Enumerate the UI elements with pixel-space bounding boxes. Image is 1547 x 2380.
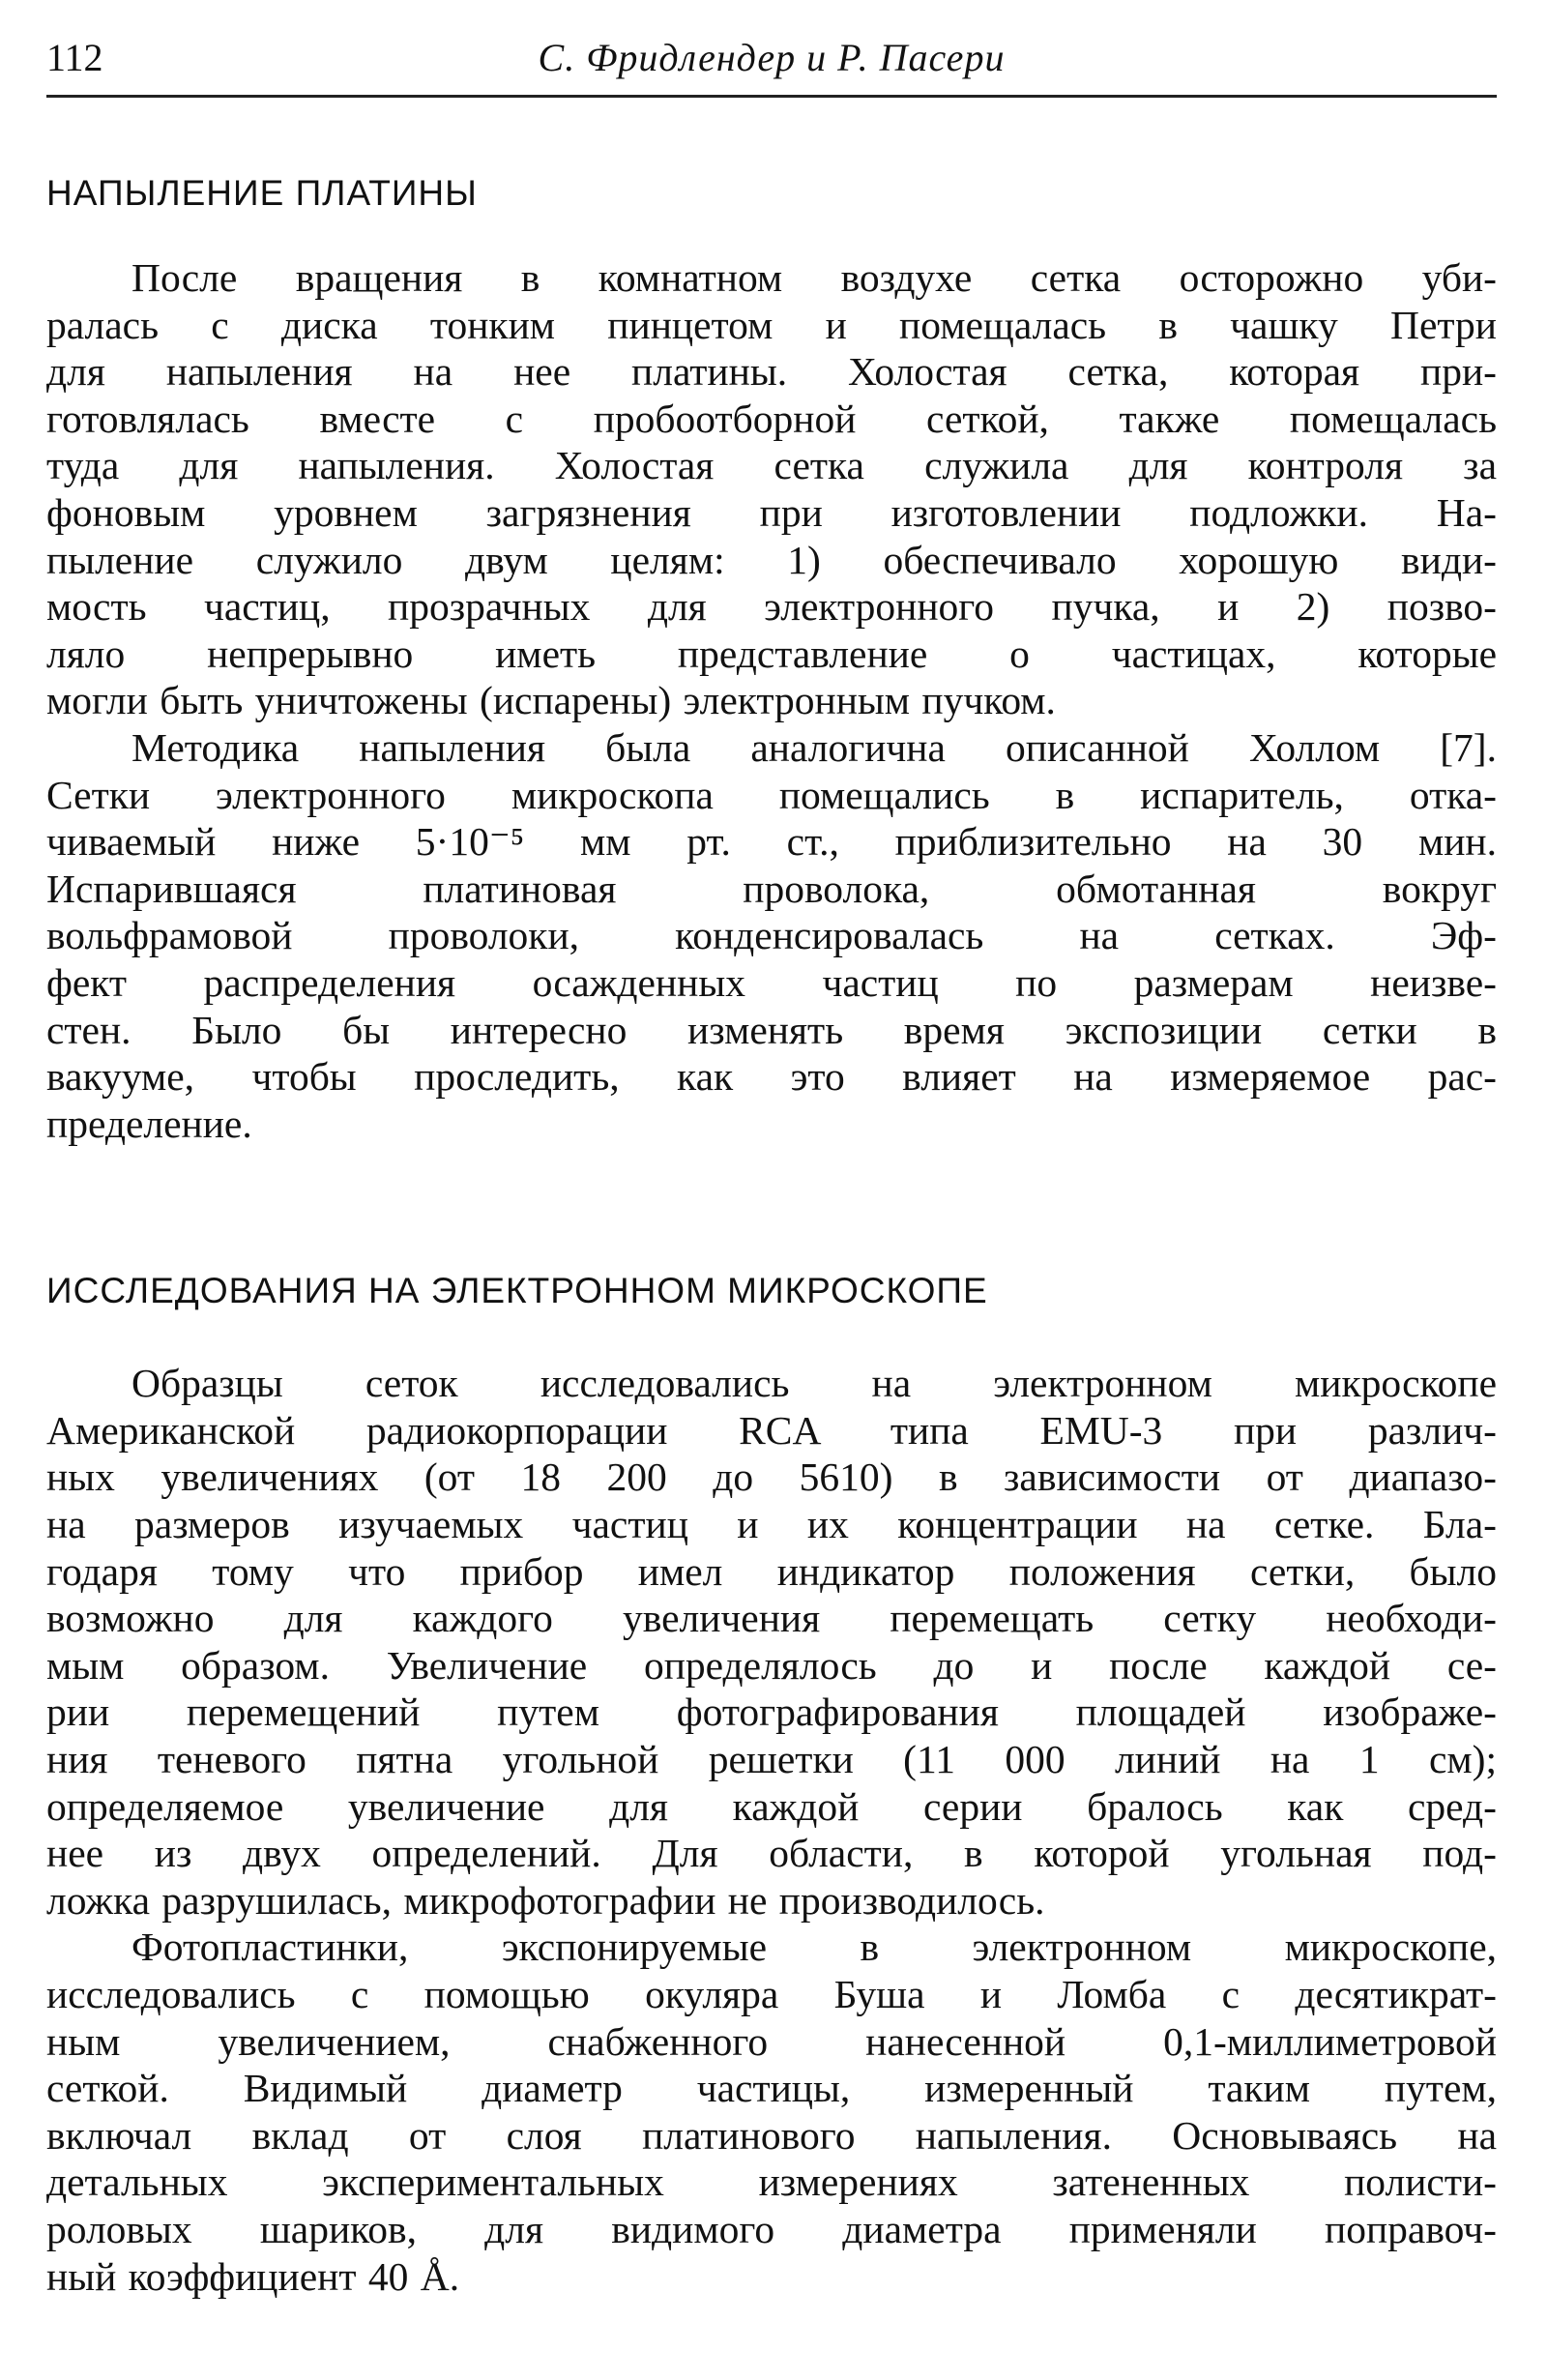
text-line: пыление служило двум целям: 1) обеспечивало хорошую види- [46, 537, 1497, 582]
text-line: рии перемещений путем фотографирования площадей изображе- [46, 1690, 1497, 1735]
text-line: пределение. [46, 1101, 252, 1146]
text-line: возможно для каждого увеличения перемещать сетку необходи- [46, 1596, 1497, 1641]
text-line: ный коэффициент 40 Å. [46, 2253, 460, 2299]
text-line: нее из двух определений. Для области, в которой угольная под- [46, 1831, 1497, 1876]
running-head [46, 29, 1497, 87]
paragraph [46, 1360, 1497, 1924]
text-line: ным увеличением, снабженного нанесенной 0,1-миллиметровой [46, 2018, 1497, 2064]
text-line: стен. Было бы интересно изменять время экспозиции сетки в [46, 1007, 1497, 1052]
paragraph [46, 724, 1497, 1147]
running-title: С. Фридлендер и Р. Пасери [538, 36, 1006, 79]
text-line: мым образом. Увеличение определялось до и после каждой се- [46, 1642, 1497, 1688]
text-line: мость частиц, прозрачных для электронного пучка, и 2) позво- [46, 584, 1497, 630]
text-line: ралась с диска тонким пинцетом и помещалась в чашку Петри [46, 302, 1497, 347]
text-line: ложка разрушилась, микрофотографии не производилось. [46, 1877, 1045, 1923]
text-line: для напыления на нее платины. Холостая сетка, которая при- [46, 349, 1497, 395]
text-line: включал вклад от слоя платинового напыления. Основываясь на [46, 2112, 1497, 2158]
paragraph [46, 1924, 1497, 2300]
text-line: фоновым уровнем загрязнения при изготовлении подложки. На- [46, 489, 1497, 535]
text-line: вольфрамовой проволоки, конденсировалась на сетках. Эф- [46, 913, 1497, 958]
text-line: Образцы сеток исследовались на электронном микроскопе [131, 1361, 1497, 1406]
text-line: ляло непрерывно иметь представление о частицах, которые [46, 631, 1497, 676]
text-line: исследовались с помощью окуляра Буша и Ломба с десятикрат- [46, 1972, 1497, 2016]
text-line: После вращения в комнатном воздухе сетка осторожно уби- [131, 255, 1497, 300]
text-line: вакууме, чтобы проследить, как это влияет на измеряемое рас- [46, 1054, 1497, 1100]
text-line: Американской радиокорпорации RCA типа EMU-3 при различ- [46, 1407, 1497, 1453]
text-line: Сетки электронного микроскопа помещались в испаритель, отка- [46, 772, 1497, 817]
book-page [46, 29, 1497, 2300]
text-line: готовлялась вместе с пробоотборной сеткой, также помещалась [46, 396, 1497, 441]
text-line: туда для напыления. Холостая сетка служила для контроля за [46, 443, 1497, 488]
text-line: ных увеличениях (от 18 200 до 5610) в зависимости от диапазо- [46, 1454, 1497, 1500]
text-line: на размеров изучаемых частиц и их концентрации на сетке. Бла- [46, 1502, 1497, 1547]
text-line: Испарившаяся платиновая проволока, обмотанная вокруг [46, 866, 1497, 911]
text-line: ния теневого пятна угольной решетки (11 000 линий на 1 см); [46, 1737, 1497, 1782]
text-line: фект распределения осажденных частиц по размерам неизве- [46, 959, 1497, 1005]
text-line: роловых шариков, для видимого диаметра применяли поправоч- [46, 2206, 1497, 2251]
section-heading-platinum-coating: НАПЫЛЕНИЕ ПЛАТИНЫ [46, 173, 478, 213]
text-line: детальных экспериментальных измерениях затененных полисти- [46, 2160, 1497, 2205]
text-line: сеткой. Видимый диаметр частицы, измеренный таким путем, [46, 2066, 1497, 2111]
text-line: годаря тому что прибор имел индикатор положения сетки, было [46, 1548, 1497, 1594]
text-line: Фотопластинки, экспонируемые в электронном микроскопе, [131, 1925, 1497, 1970]
text-line: Методика напыления была аналогична описанной Холлом [7]. [131, 724, 1497, 770]
paragraph [46, 254, 1497, 724]
page-number: 112 [46, 36, 103, 79]
header-rule [46, 95, 1497, 98]
text-line: могли быть уничтожены (испарены) электронным пучком. [46, 678, 1056, 723]
text-line: определяемое увеличение для каждой серии бралось как сред- [46, 1783, 1497, 1829]
text-line: чиваемый ниже 5·10⁻⁵ мм рт. ст., приблизительно на 30 мин. [46, 819, 1497, 865]
section-heading-electron-microscope: ИССЛЕДОВАНИЯ НА ЭЛЕКТРОННОМ МИКРОСКОПЕ [46, 1271, 988, 1311]
